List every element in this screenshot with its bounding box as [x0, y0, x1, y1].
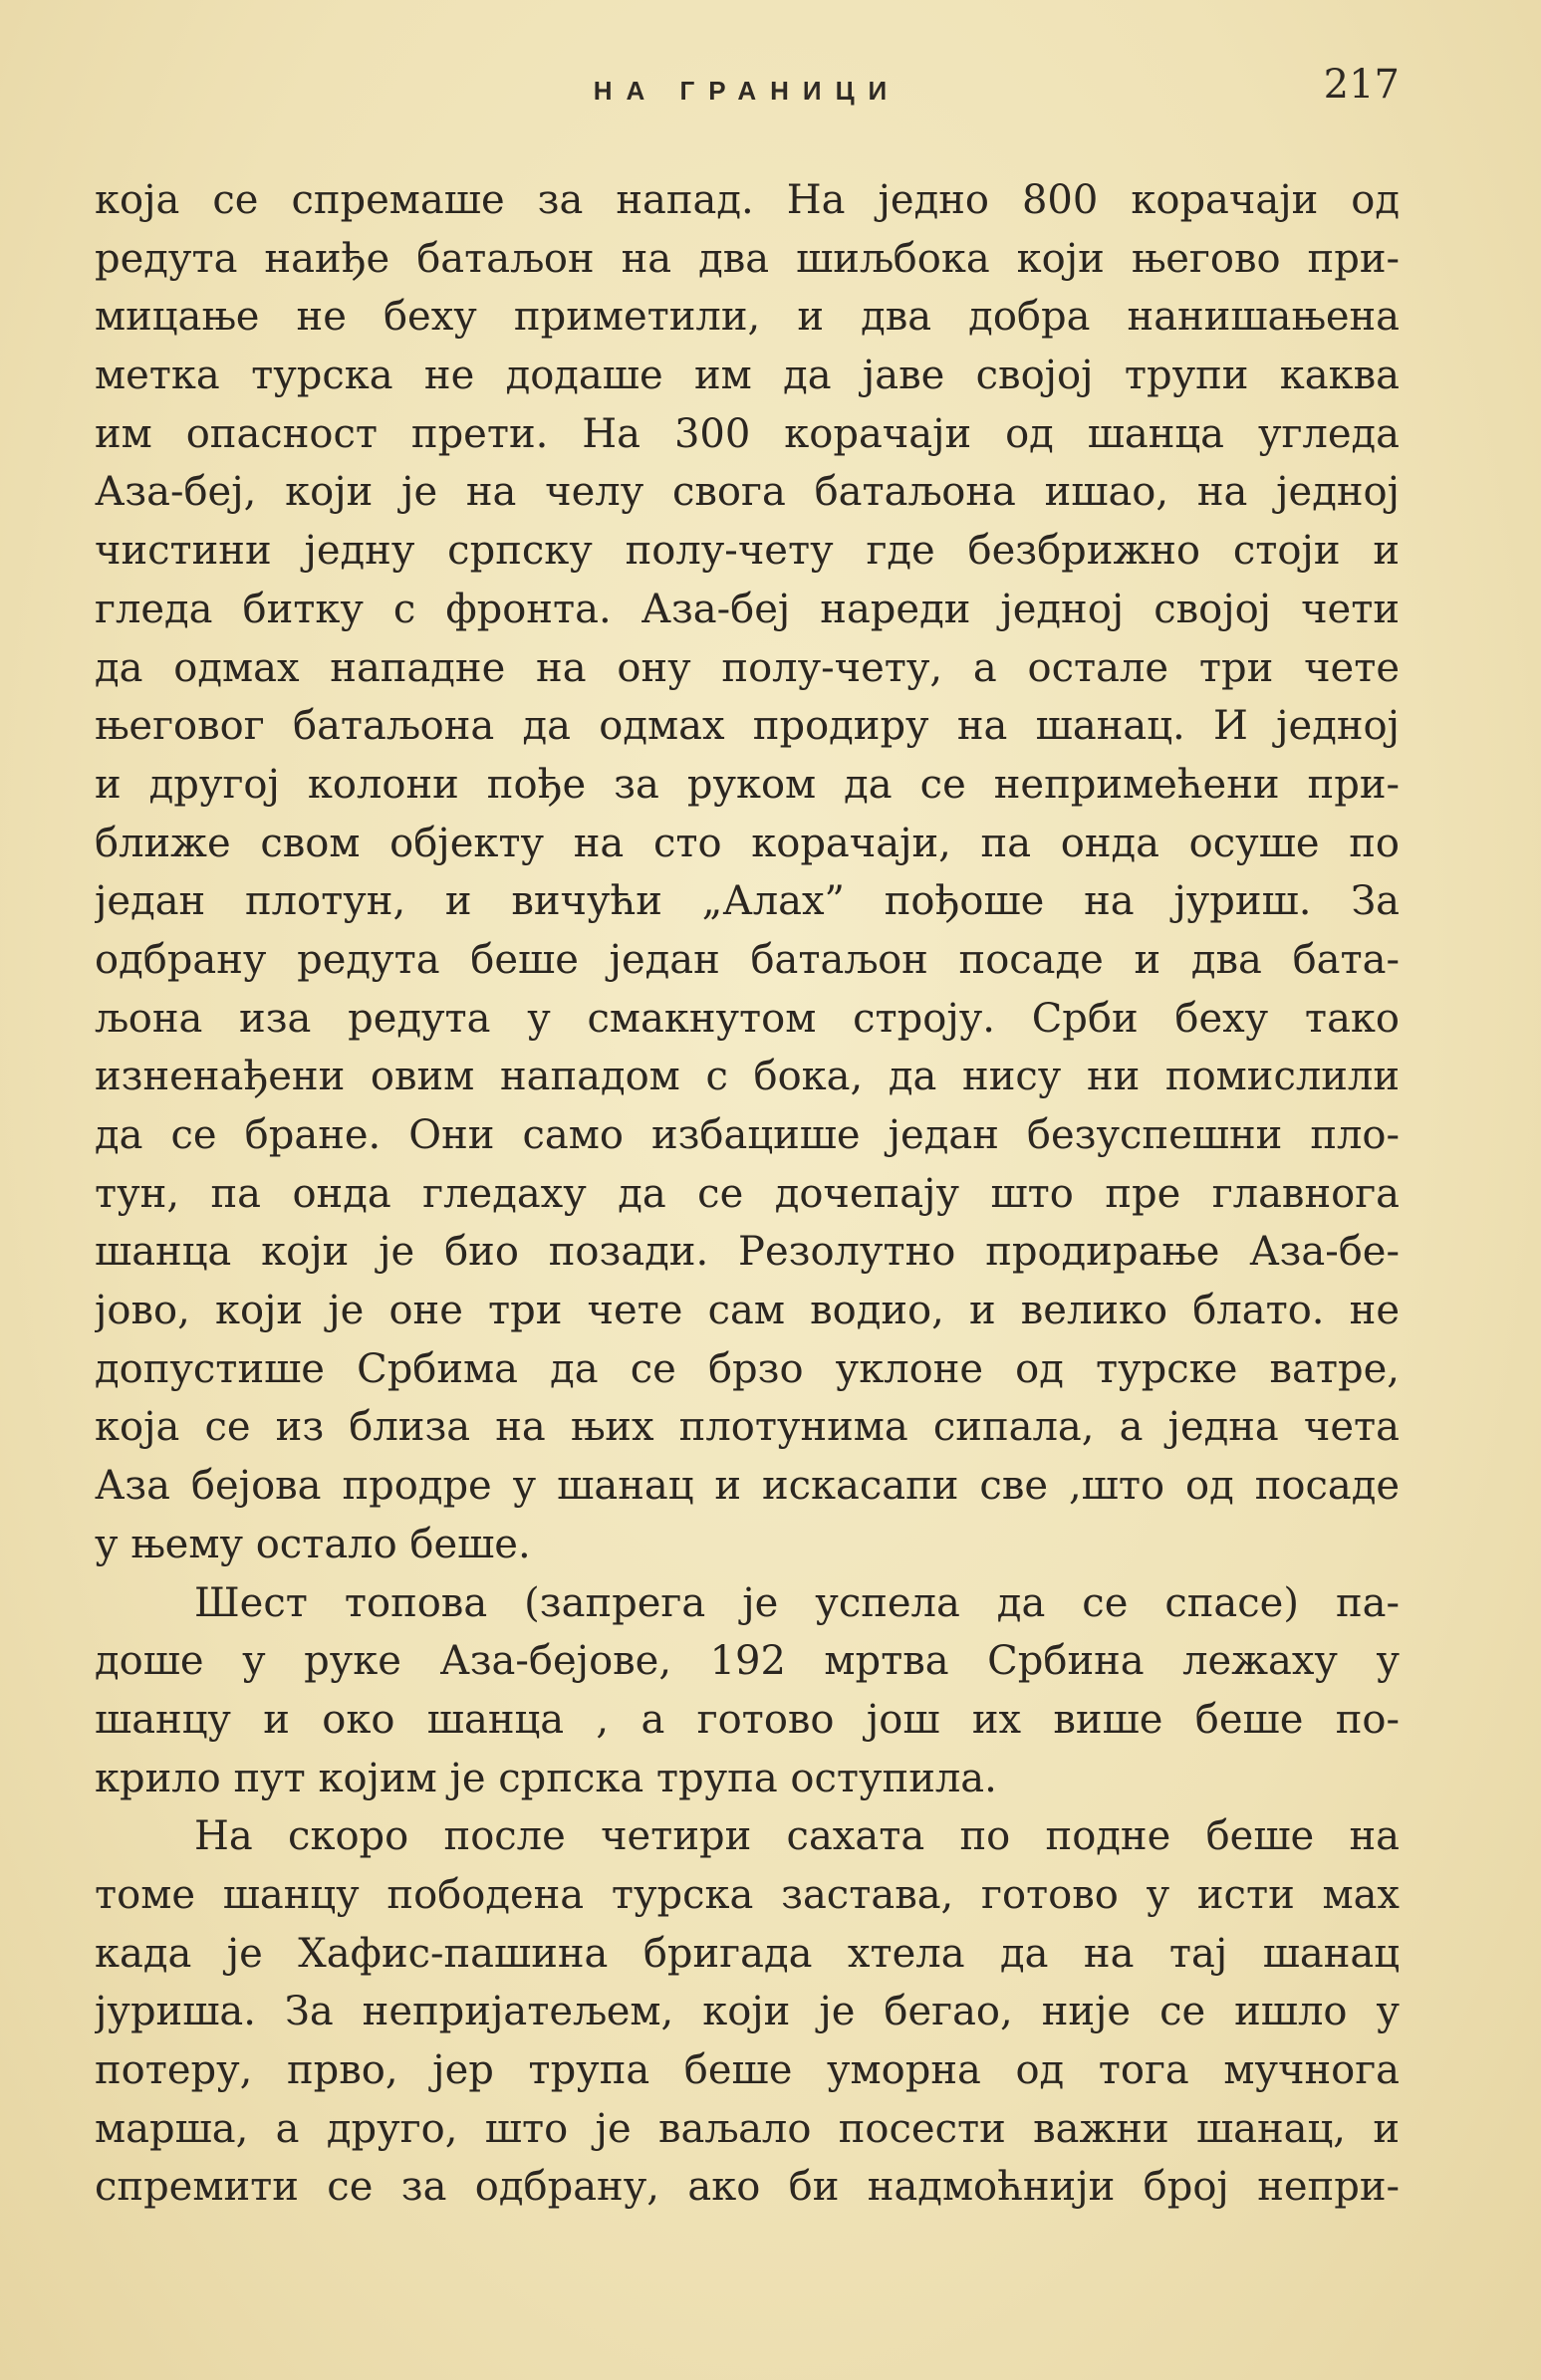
text-line: На скоро после четири сахата по подне беше на: [194, 1813, 1400, 1860]
body-text: [95, 171, 1400, 2217]
text-line: у њему остало беше.: [95, 1521, 531, 1567]
running-title: НА ГРАНИЦИ: [593, 76, 901, 106]
text-line: његовог батаљона да одмах продиру на шанац. И једној: [95, 703, 1400, 750]
running-head: [95, 62, 1400, 121]
text-line: гледа битку с фронта. Аза-беј нареди једној својој чети: [95, 586, 1400, 632]
text-line: тун, па онда гледаху да се дочепају што пре главнога: [95, 1170, 1400, 1217]
text-line: метка турска не додаше им да јаве својој трупи каква: [95, 353, 1400, 399]
text-line: чистини једну српску полу-чету где безбрижно стоји и: [95, 528, 1400, 575]
text-line: шанцу и око шанца , а готово још их више беше по-: [95, 1696, 1400, 1743]
text-line: спремити се за одбрану, ако би надмоћнији број непри-: [95, 2164, 1400, 2211]
text-line: која се спремаше за напад. На једно 800 корачаји од: [95, 177, 1400, 223]
text-line: изненађени овим нападом с бока, да нису ни помислили: [95, 1054, 1400, 1100]
text-line: доше у руке Аза-бејове, 192 мртва Србина лежаху у: [95, 1638, 1400, 1685]
text-line: Аза-беј, који је на челу свога батаљона ишао, на једној: [95, 469, 1400, 516]
text-line: која се из близа на њих плотунима сипала, а једна чета: [95, 1404, 1400, 1451]
text-line: шанца који је био позади. Резолутно продирање Аза-бе-: [95, 1229, 1400, 1276]
text-line: допустише Србима да се брзо уклоне од турске ватре,: [95, 1345, 1400, 1392]
text-line: љона иза редута у смакнутом строју. Срби беху тако: [95, 995, 1400, 1042]
text-line: Шест топова (запрега је успела да се спасе) па-: [194, 1579, 1400, 1626]
text-line: марша, а друго, што је ваљало посести важни шанац, и: [95, 2105, 1400, 2152]
text-line: Аза бејова продре у шанац и искасапи све ,што од посаде: [95, 1463, 1400, 1510]
text-line: јуриша. За непријатељем, који је бегао, није се ишло у: [95, 1989, 1400, 2035]
text-line: одбрану редута беше један батаљон посаде и два бата-: [95, 936, 1400, 983]
text-line: им опасност прети. На 300 корачаји од шанца угледа: [95, 410, 1400, 457]
text-line: мицање не беху приметили, и два добра нанишањена: [95, 294, 1400, 341]
page-number: 217: [1323, 62, 1400, 108]
text-line: и другој колони пође за руком да се непримећени при-: [95, 761, 1400, 808]
text-line: када је Хафис-пашина бригада хтела да на тај шанац: [95, 1930, 1400, 1977]
text-line: редута наиђе батаљон на два шиљбока који његово при-: [95, 235, 1400, 282]
text-line: да одмах нападне на ону полу-чету, а остале три чете: [95, 644, 1400, 691]
text-line: ближе свом објекту на сто корачаји, па онда осуше по: [95, 820, 1400, 866]
text-line: јово, који је оне три чете сам водио, и велико блато. не: [95, 1288, 1400, 1334]
text-line: један плотун, и вичући „Алах” пођоше на јуриш. За: [95, 878, 1400, 925]
text-line: да се бране. Они само избацише један безуспешни пло-: [95, 1112, 1400, 1158]
text-line: томе шанцу пободена турска застава, готово у исти мах: [95, 1871, 1400, 1918]
text-line: потеру, прво, јер трупа беше уморна од тога мучнога: [95, 2047, 1400, 2093]
text-line: крило пут којим је српска трупа оступила.: [95, 1755, 997, 1801]
